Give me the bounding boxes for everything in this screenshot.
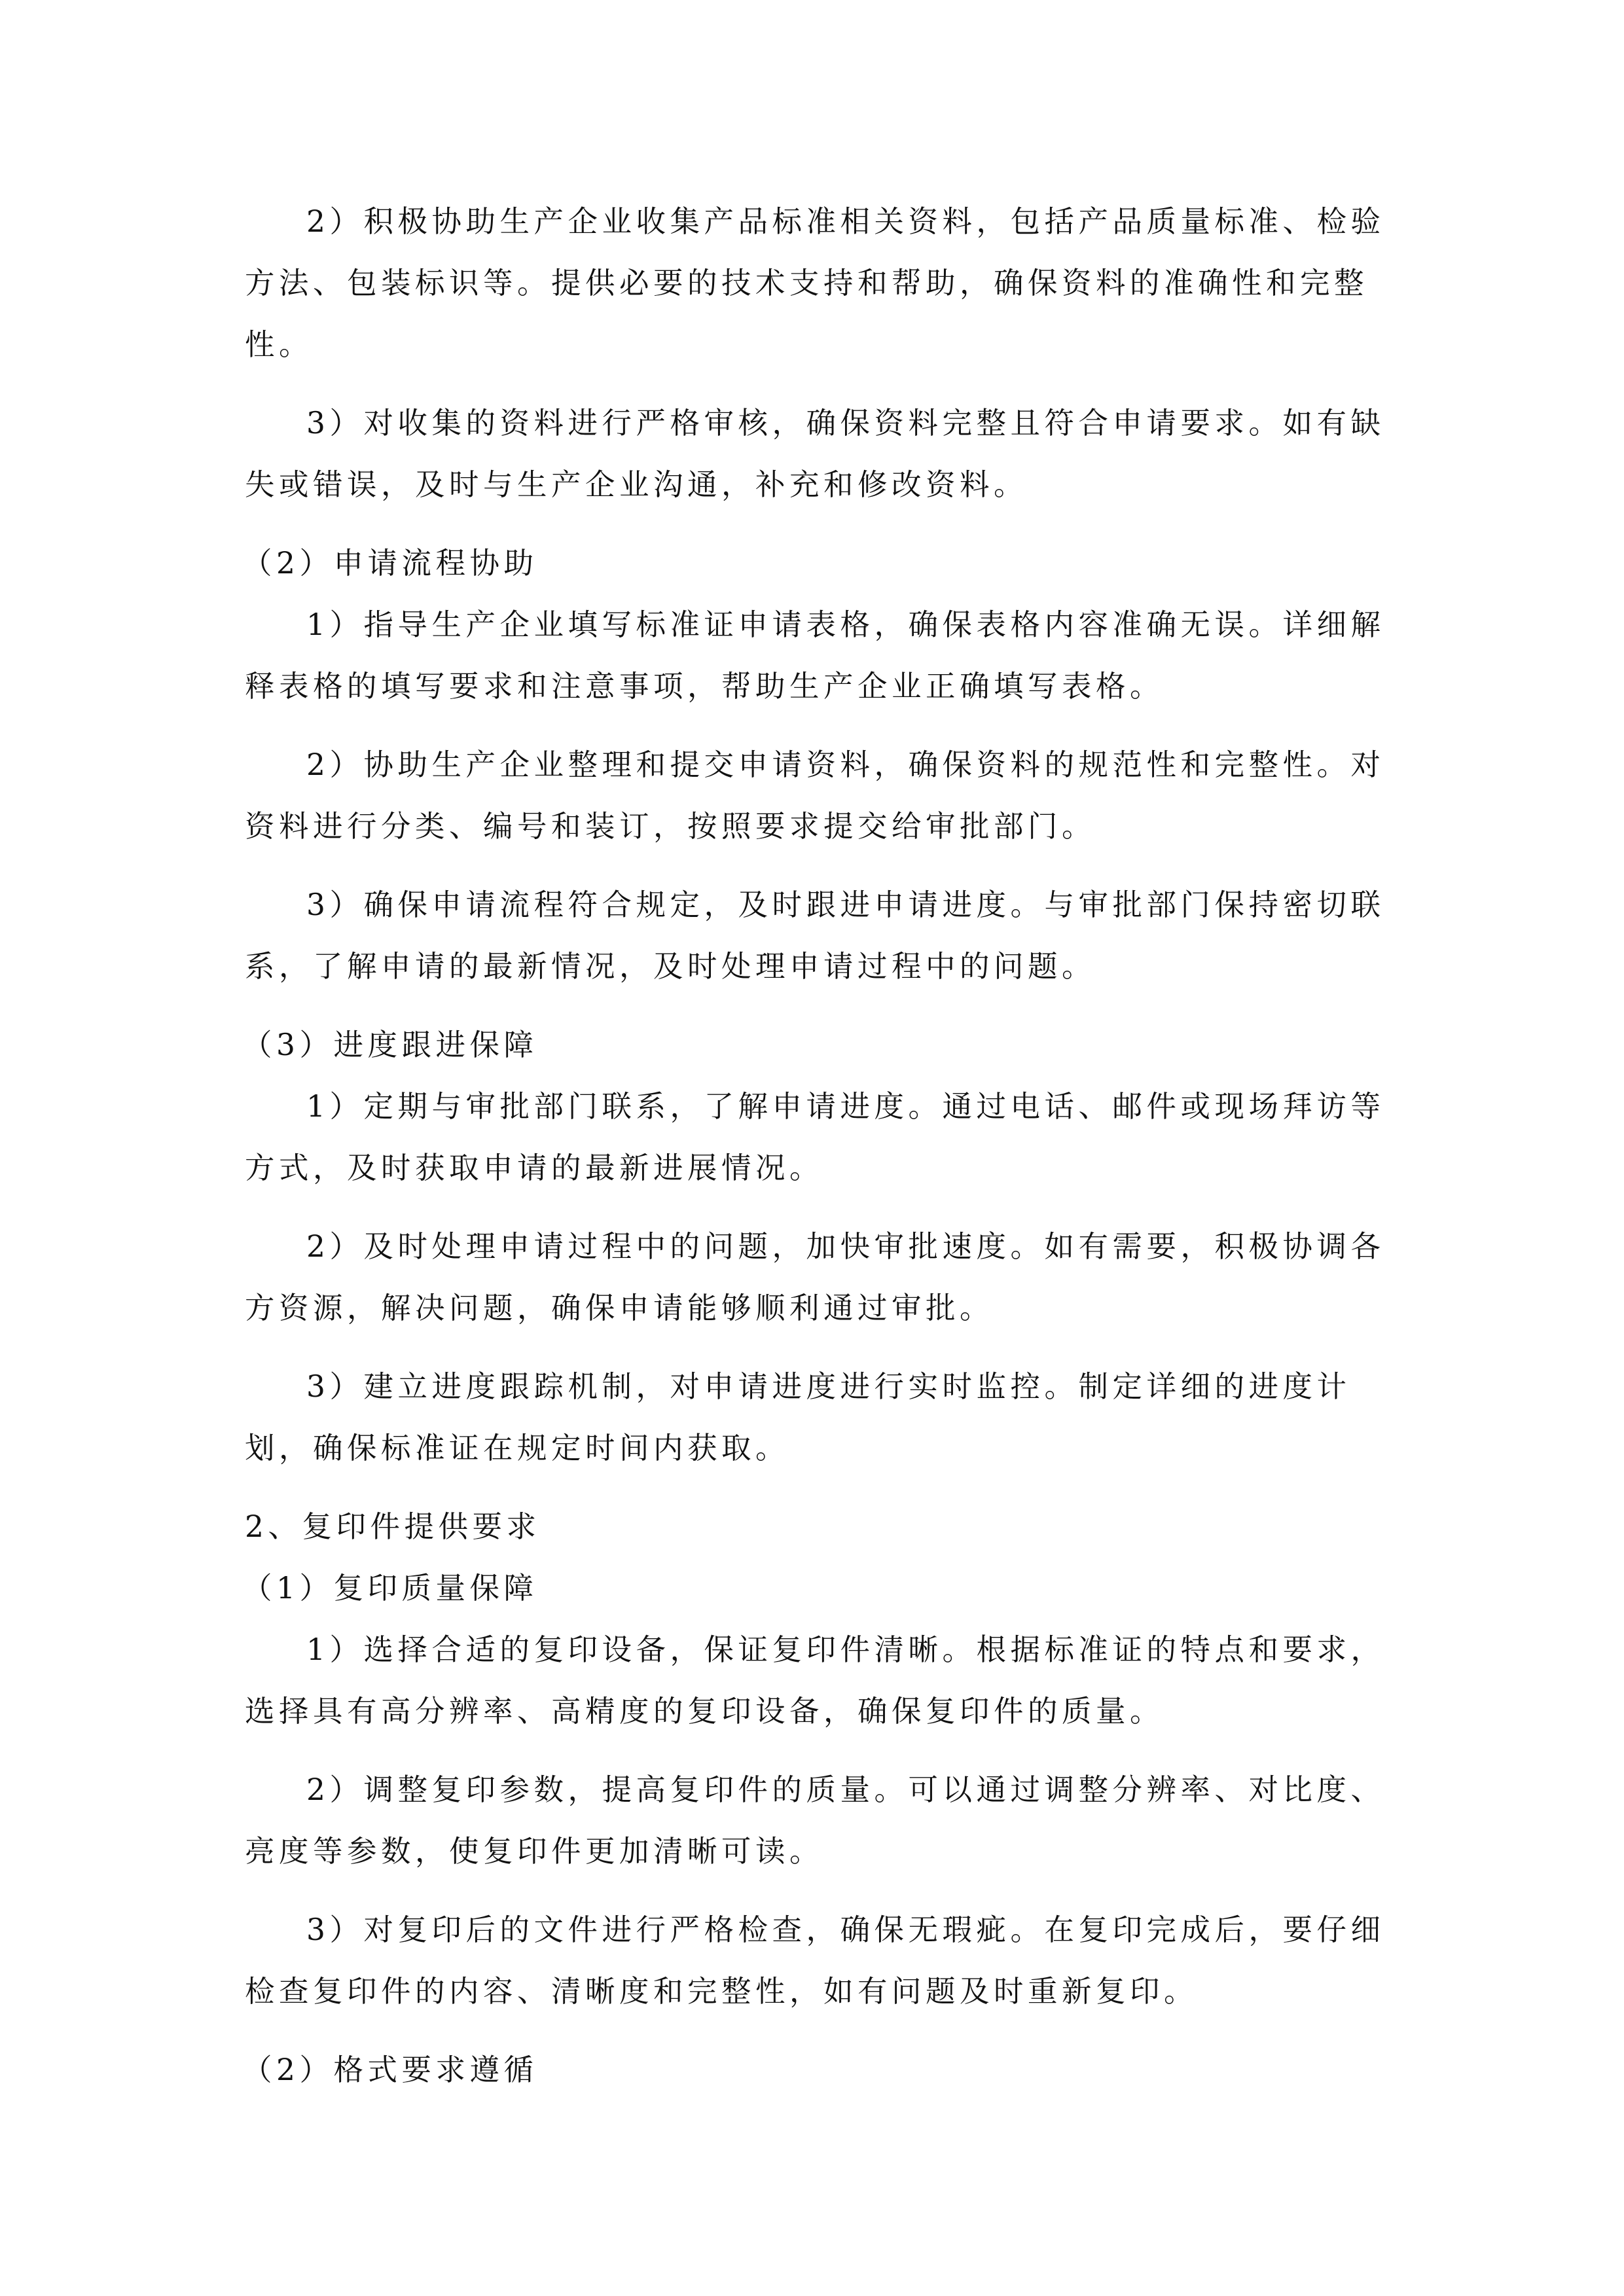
- paragraph-handle-issues: 2）及时处理申请过程中的问题，加快审批速度。如有需要，积极协调各方资源，解决问题，确保申请能够顺利通过审批。: [245, 1229, 1385, 1325]
- paragraph-choose-copier: 1）选择合适的复印设备，保证复印件清晰。根据标准证的特点和要求，选择具有高分辨率、高精度的复印设备，确保复印件的质量。: [245, 1632, 1385, 1729]
- subheading-copy-quality: （1）复印质量保障: [242, 1571, 538, 1605]
- subheading-progress-tracking: （3）进度跟进保障: [242, 1028, 538, 1062]
- paragraph-submit-materials: 2）协助生产企业整理和提交申请资料，确保资料的规范性和完整性。对资料进行分类、编号和装订，按照要求提交给审批部门。: [245, 747, 1385, 844]
- paragraph-collect-materials: 2）积极协助生产企业收集产品标准相关资料，包括产品质量标准、检验方法、包装标识等。提供必要的技术支持和帮助，确保资料的准确性和完整性。: [245, 204, 1385, 362]
- paragraph-follow-process: 3）确保申请流程符合规定，及时跟进申请进度。与审批部门保持密切联系，了解申请的最新情况，及时处理申请过程中的问题。: [245, 888, 1385, 984]
- paragraph-tracking-mechanism: 3）建立进度跟踪机制，对申请进度进行实时监控。制定详细的进度计划，确保标准证在规定时间内获取。: [245, 1369, 1351, 1465]
- document-body: [242, 191, 1387, 2101]
- paragraph-guide-form: 1）指导生产企业填写标准证申请表格，确保表格内容准确无误。详细解释表格的填写要求和注意事项，帮助生产企业正确填写表格。: [245, 607, 1385, 704]
- section-heading-copy-requirements: 2、复印件提供要求: [245, 1509, 541, 1544]
- subheading-format-requirements: （2）格式要求遵循: [242, 2053, 538, 2087]
- paragraph-review-materials: 3）对收集的资料进行严格审核，确保资料完整且符合申请要求。如有缺失或错误，及时与生产企业沟通，补充和修改资料。: [245, 406, 1385, 502]
- paragraph-inspect-copies: 3）对复印后的文件进行严格检查，确保无瑕疵。在复印完成后，要仔细检查复印件的内容、清晰度和完整性，如有问题及时重新复印。: [245, 1912, 1385, 2009]
- paragraph-contact-department: 1）定期与审批部门联系，了解申请进度。通过电话、邮件或现场拜访等方式，及时获取申请的最新进展情况。: [245, 1089, 1385, 1185]
- subheading-application-process: （2）申请流程协助: [242, 546, 538, 581]
- paragraph-adjust-settings: 2）调整复印参数，提高复印件的质量。可以通过调整分辨率、对比度、亮度等参数，使复印件更加清晰可读。: [245, 1772, 1385, 1869]
